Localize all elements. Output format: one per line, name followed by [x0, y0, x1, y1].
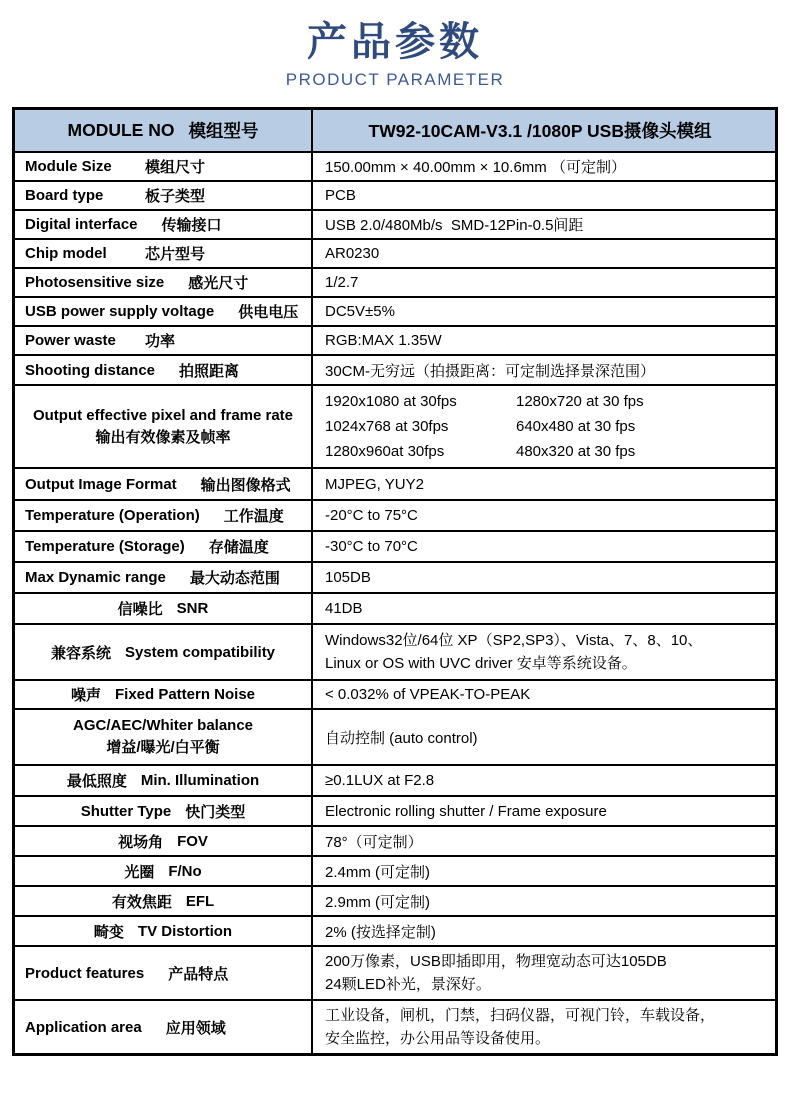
label-zh: 信噪比 [117, 601, 163, 618]
row-max-dynamic-range [15, 561, 775, 592]
label-en: Min. Illumination [140, 772, 260, 789]
label-en: Board type [25, 187, 104, 204]
resolution-item: 1920x1080 at 30fps [325, 393, 457, 410]
resolution-item: 640x480 at 30 fps [516, 418, 636, 435]
row-value: AR0230 [325, 245, 380, 262]
row-label [15, 240, 313, 267]
row-min-illumination [15, 764, 775, 795]
row-fov [15, 825, 775, 855]
label-en: SNR [176, 600, 209, 617]
row-value: PCB [325, 187, 356, 204]
label-en: TV Distortion [137, 922, 233, 940]
row-value: RGB:MAX 1.35W [325, 332, 442, 349]
row-value [313, 625, 775, 679]
label-en: Temperature (Storage) [25, 538, 185, 555]
label-zh: 有效焦距 [111, 893, 172, 911]
label-zh: 芯片型号 [145, 246, 206, 263]
row-label [15, 887, 313, 915]
resolution-item: 480x320 at 30 fps [516, 443, 636, 460]
label-zh: 应用领域 [165, 1019, 226, 1037]
label-en: Temperature (Operation) [25, 507, 200, 524]
label-en: Shutter Type [80, 802, 172, 820]
label-zh: 快门类型 [185, 803, 246, 821]
row-label [15, 797, 313, 825]
label-en: Chip model [25, 245, 107, 262]
row-fixed-pattern-noise [15, 679, 775, 708]
label-zh: 感光尺寸 [188, 275, 249, 292]
row-label [15, 857, 313, 885]
row-value: < 0.032% of VPEAK-TO-PEAK [325, 686, 531, 703]
row-module-size [15, 151, 775, 180]
row-label [15, 681, 313, 708]
resolution-item: 1024x768 at 30fps [325, 418, 449, 435]
value-lines: 工业设备，闸机，门禁，扫码仪器，可视门铃，车载设备， 安全监控，办公用品等设备使用。 [325, 1007, 716, 1047]
row-value: Electronic rolling shutter / Frame exposure [325, 802, 607, 820]
row-value: 105DB [325, 569, 371, 586]
row-label [15, 269, 313, 296]
row-value: 30CM-无穷远（拍摄距离：可定制选择景深范围） [325, 362, 656, 380]
row-temperature-storage [15, 530, 775, 561]
label-zh: 最低照度 [66, 773, 127, 790]
row-value: 41DB [325, 600, 363, 617]
row-agc-aec-white-balance [15, 708, 775, 764]
label-en: Output effective pixel and frame rate [32, 406, 294, 424]
row-shutter-type [15, 795, 775, 825]
label-zh: 功率 [145, 333, 176, 350]
row-application-area [15, 999, 775, 1053]
row-label [15, 947, 313, 999]
label-en: EFL [185, 892, 215, 910]
row-product-features [15, 945, 775, 999]
label-zh: 畸变 [93, 923, 124, 941]
row-label [15, 625, 313, 679]
row-value: -30°C to 70°C [325, 538, 418, 555]
row-f-number [15, 855, 775, 885]
row-label [15, 563, 313, 592]
label-en: Power waste [25, 332, 116, 349]
label-zh: 输出有效像素及帧率 [95, 428, 231, 446]
row-label [15, 594, 313, 623]
row-temperature-operation [15, 499, 775, 530]
label-zh: 传输接口 [161, 217, 222, 234]
row-value: 2% (按选择定制) [325, 923, 436, 941]
row-value: -20°C to 75°C [325, 507, 418, 524]
row-label [15, 211, 313, 238]
row-label [15, 501, 313, 530]
row-digital-interface [15, 209, 775, 238]
label-zh: 存储温度 [208, 539, 269, 556]
label-zh: 视场角 [118, 833, 164, 851]
label-zh: 兼容系统 [50, 644, 111, 662]
label-en: Output Image Format [25, 475, 177, 493]
row-label [15, 766, 313, 795]
header-label-zh: 模组型号 [188, 121, 259, 141]
resolution-item: 1280x720 at 30 fps [516, 393, 644, 410]
label-zh: 板子类型 [145, 188, 206, 205]
resolution-grid [325, 389, 644, 464]
label-zh: 输出图像格式 [200, 476, 291, 494]
resolution-item: 1280x960at 30fps [325, 443, 445, 460]
label-en: Digital interface [25, 216, 138, 233]
label-en: Application area [25, 1018, 142, 1036]
value-lines: 200万像素，USB即插即用，物理宽动态可达105DB 24颗LED补光，景深好。 [325, 953, 667, 993]
row-label [15, 827, 313, 855]
label-zh: 拍照距离 [179, 362, 240, 380]
row-chip-model [15, 238, 775, 267]
label-en: Product features [25, 964, 145, 982]
label-en: Shooting distance [25, 361, 156, 379]
page-subtitle: PRODUCT PARAMETER [285, 70, 505, 89]
header-label-en: MODULE NO [67, 120, 175, 140]
row-power-waste [15, 325, 775, 354]
label-zh: 光圈 [124, 863, 155, 881]
row-label [15, 153, 313, 180]
row-label [15, 710, 313, 764]
label-zh: 供电电压 [238, 304, 299, 321]
label-en: Max Dynamic range [25, 569, 166, 586]
row-value: DC5V±5% [325, 303, 395, 320]
label-en: AGC/AEC/Whiter balance [72, 717, 254, 734]
row-output-image-format [15, 467, 775, 499]
row-label [15, 532, 313, 561]
row-label [15, 327, 313, 354]
row-label [15, 1001, 313, 1053]
module-number: TW92-10CAM-V3.1 /1080P USB摄像头模组 [368, 121, 712, 141]
row-label [15, 182, 313, 209]
row-photosensitive-size [15, 267, 775, 296]
label-zh: 噪声 [70, 687, 101, 704]
row-value: 自动控制 (auto control) [325, 729, 478, 747]
label-zh: 增益/曝光/白平衡 [106, 739, 220, 756]
row-value: MJPEG, YUY2 [325, 475, 424, 493]
header-label-cell [15, 110, 313, 151]
row-label [15, 469, 313, 499]
product-parameter-table [12, 107, 778, 1056]
label-zh: 工作温度 [223, 508, 284, 525]
row-value: ≥0.1LUX at F2.8 [325, 772, 435, 789]
label-zh: 模组尺寸 [145, 159, 206, 176]
row-shooting-distance [15, 354, 775, 384]
row-usb-power-supply-voltage [15, 296, 775, 325]
header-value-cell [313, 110, 775, 151]
table-header-row [15, 110, 775, 151]
row-label [15, 356, 313, 384]
label-en: F/No [168, 862, 202, 880]
row-label [15, 386, 313, 467]
label-zh: 最大动态范围 [189, 570, 280, 587]
row-label [15, 917, 313, 945]
row-tv-distortion [15, 915, 775, 945]
page-title: 产品参数 [307, 20, 483, 64]
row-value: USB 2.0/480Mb/s SMD-12Pin-0.5间距 [325, 217, 584, 234]
row-value: 150.00mm × 40.00mm × 10.6mm （可定制） [325, 159, 626, 176]
row-efl [15, 885, 775, 915]
row-label [15, 298, 313, 325]
row-value [313, 1001, 775, 1053]
row-board-type [15, 180, 775, 209]
label-en: Module Size [25, 158, 112, 175]
value-lines: Windows32位/64位 XP（SP2,SP3）、Vista、7、8、10、 Linux or OS with UVC driver 安卓等系统设备。 [325, 632, 703, 672]
row-value: 78°（可定制） [325, 833, 423, 851]
row-value: 2.9mm (可定制) [325, 893, 431, 911]
label-zh: 产品特点 [168, 965, 229, 983]
row-value [313, 386, 775, 467]
row-system-compatibility [15, 623, 775, 679]
row-value [313, 947, 775, 999]
label-en: Photosensitive size [25, 274, 165, 291]
row-output-pixel-frame-rate [15, 384, 775, 467]
row-value: 2.4mm (可定制) [325, 863, 431, 881]
row-snr [15, 592, 775, 623]
label-en: System compatibility [124, 643, 276, 661]
label-en: Fixed Pattern Noise [114, 686, 256, 703]
row-value: 1/2.7 [325, 274, 359, 291]
label-en: USB power supply voltage [25, 303, 215, 320]
label-en: FOV [177, 832, 208, 850]
